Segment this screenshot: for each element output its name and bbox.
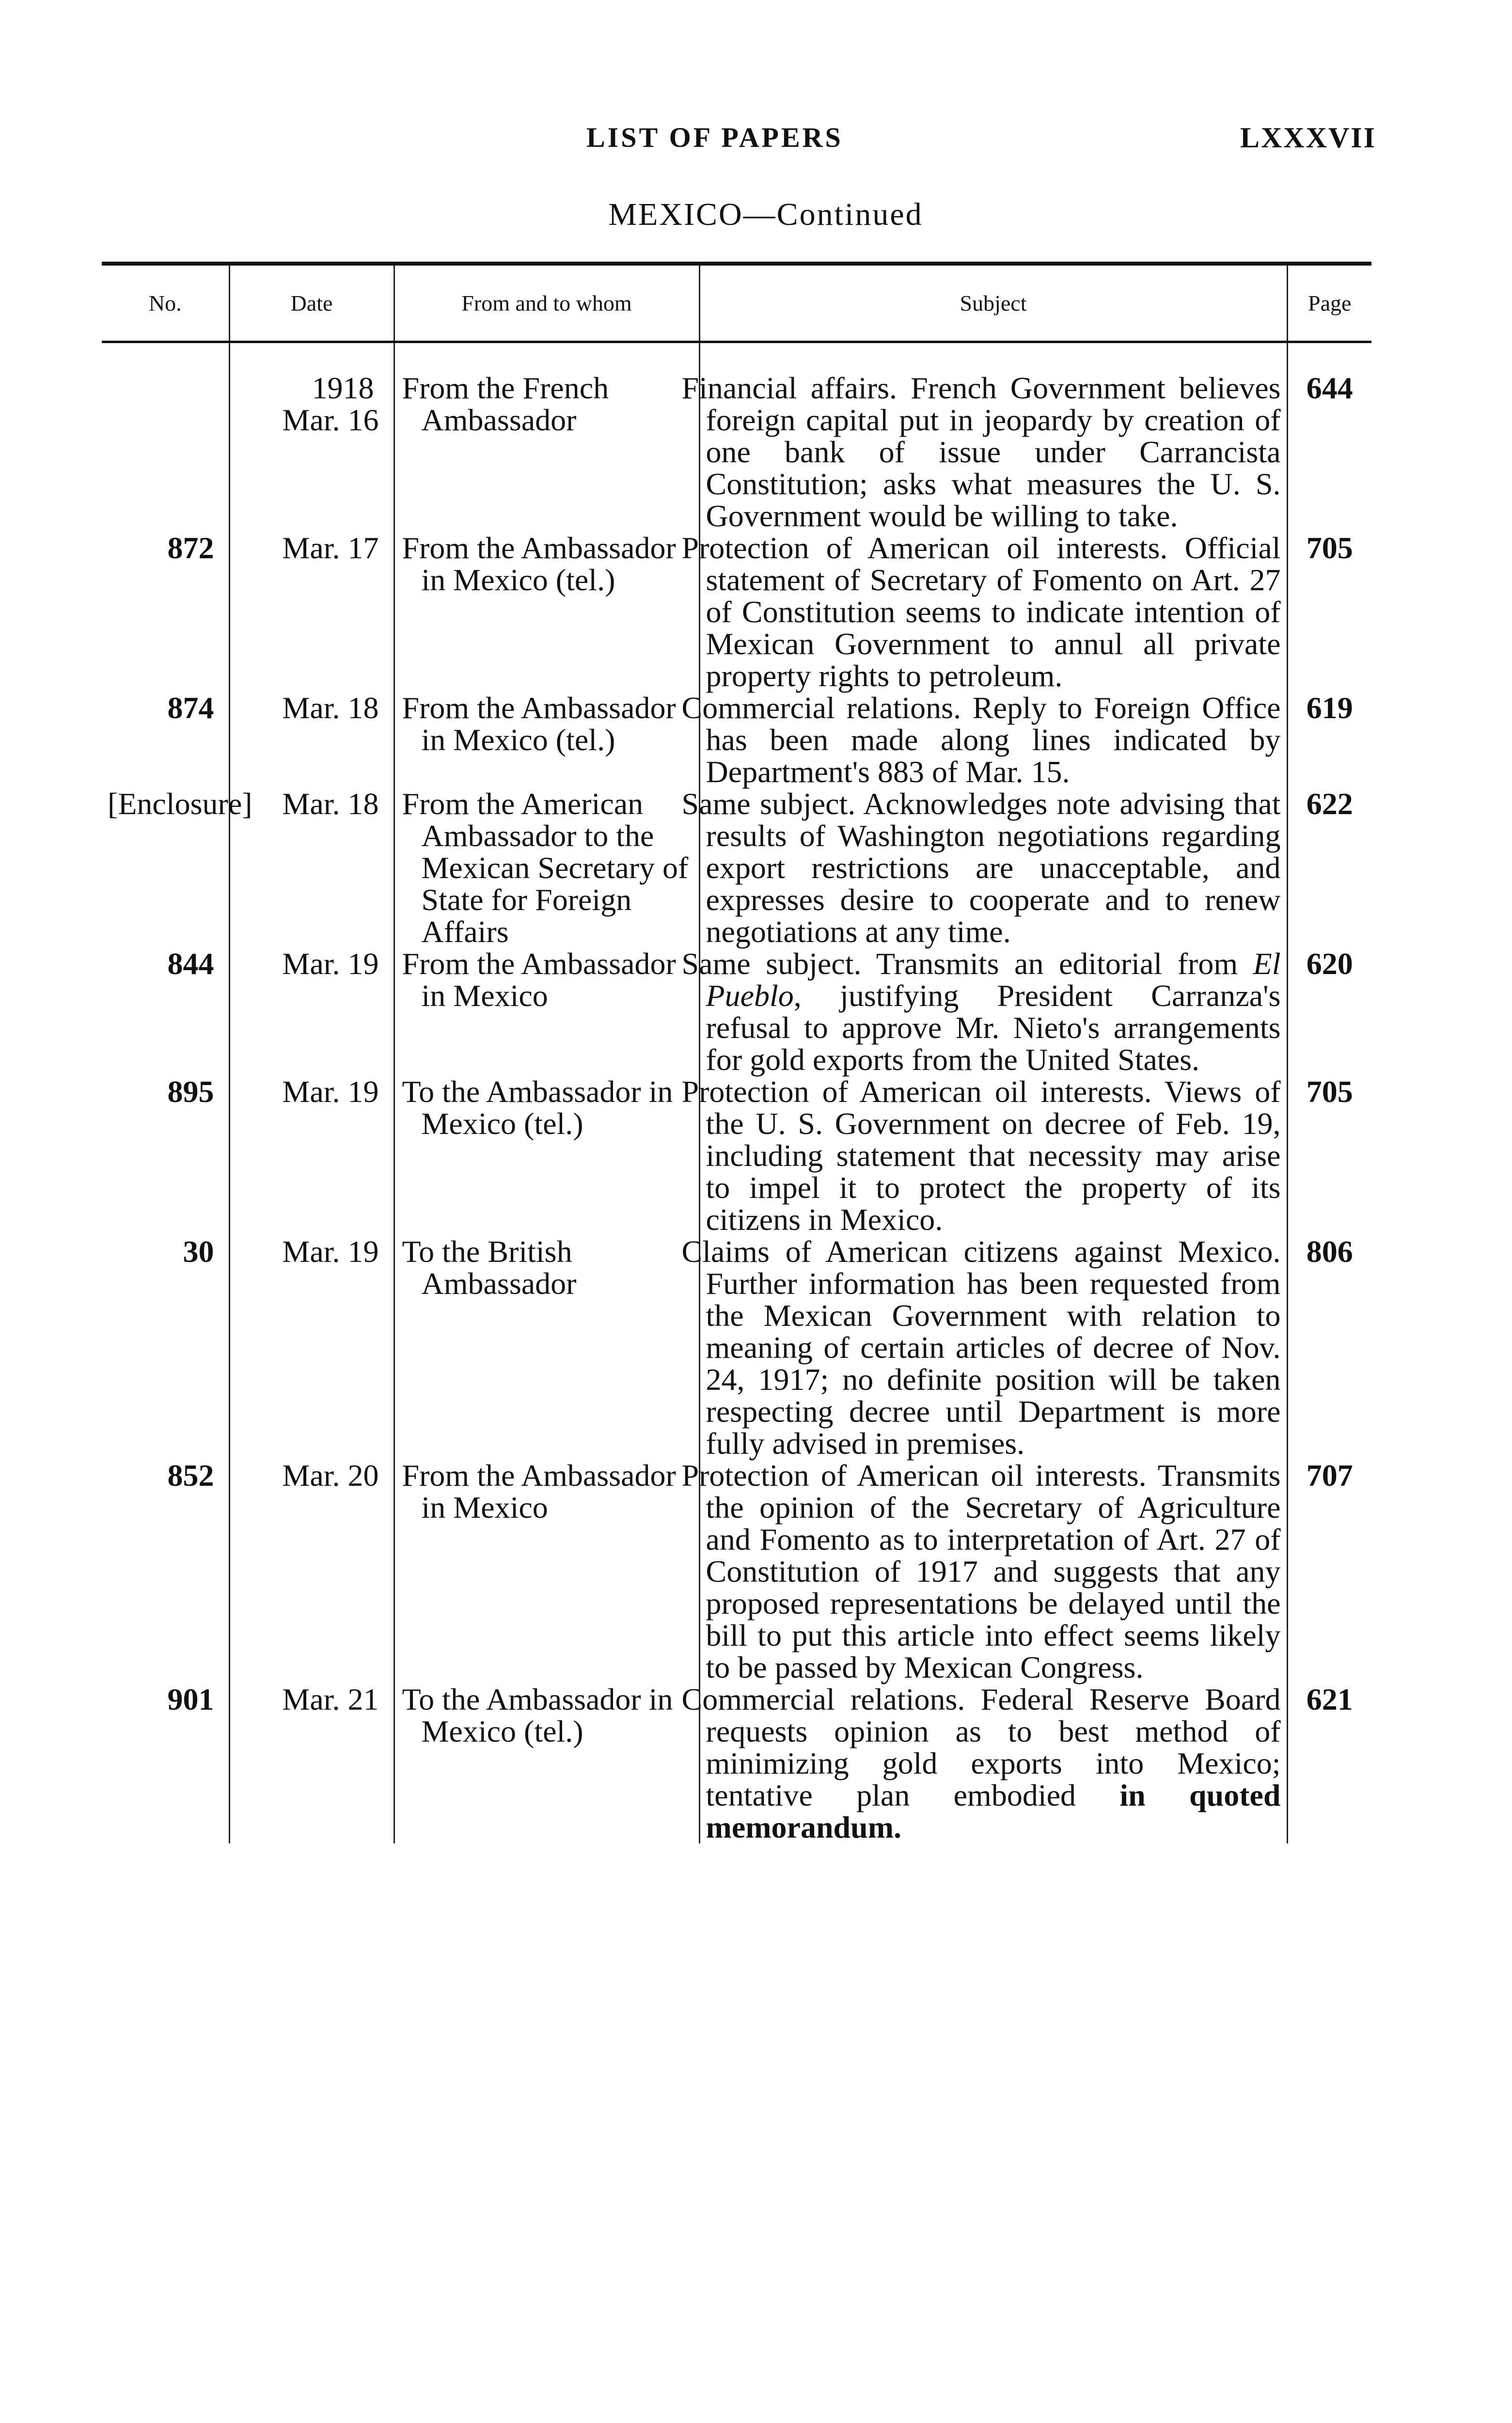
column-header-page: Page <box>1287 264 1371 342</box>
table-row <box>102 1460 1371 1684</box>
entry-from: From the Ambassador in Mexico <box>394 1460 699 1684</box>
entry-from: To the Ambassador in Mexico (tel.) <box>394 1684 699 1843</box>
entry-subject: Protection of American oil interests. Official statement of Secretary of Fomento on Art. 27 of Constitution seems to indicate intention of Mexican Government to annul all private property rights to petroleum. <box>699 532 1287 692</box>
table-row <box>102 1684 1371 1843</box>
entry-date: Mar. 19 <box>229 948 394 1076</box>
entry-from: From the Ambassador in Mexico <box>394 948 699 1076</box>
entry-from: From the Ambassador in Mexico (tel.) <box>394 532 699 692</box>
entry-date: Mar. 21 <box>229 1684 394 1843</box>
table-row <box>102 948 1371 1076</box>
entry-subject <box>681 946 1287 1077</box>
entry-number: 872 <box>167 531 214 565</box>
table-row <box>102 372 1371 532</box>
column-header-subject: Subject <box>699 264 1287 342</box>
entry-subject-part: Commercial relations. Federal Reserve Board requests opinion as to best method of minimizing gold exports into Mexico; tentative plan embodied <box>681 1682 1281 1812</box>
entry-date: Mar. 18 <box>229 692 394 788</box>
entry-subject-part: , justifying President Carranza's refusal to approve Mr. Nieto's arrangements for gold exports from the United States. <box>706 978 1281 1077</box>
entry-from: To the British Ambassador <box>394 1236 699 1460</box>
entry-date <box>229 372 394 532</box>
table-row <box>102 1236 1371 1460</box>
running-head-title: LIST OF PAPERS <box>586 122 843 153</box>
entry-page: 644 <box>1287 372 1371 532</box>
entry-subject-part: Same subject. Transmits an editorial from <box>681 946 1253 981</box>
entry-date-text: Mar. 16 <box>282 403 379 437</box>
entry-number: 901 <box>167 1682 214 1716</box>
entry-page: 619 <box>1287 692 1371 788</box>
entry-page: 705 <box>1287 1076 1371 1236</box>
entry-subject-italic: El Pueblo <box>706 946 1281 1013</box>
entry-subject: Financial affairs. French Government believes foreign capital put in jeopardy by creation of one bank of issue under Carrancista Constitution; asks what measures the U. S. Government would be willing to take. <box>699 372 1287 532</box>
entry-number <box>102 372 229 532</box>
entry-subject: Protection of American oil interests. Transmits the opinion of the Secretary of Agriculture and Fomento as to interpretation of Art. 27 of Constitution of 1917 and suggests that any proposed representations be delayed until the bill to put this article into effect seems likely to be passed by Mexican Congress. <box>699 1460 1287 1684</box>
entry-date: Mar. 17 <box>229 532 394 692</box>
entry-from: From the Ambassador in Mexico (tel.) <box>394 692 699 788</box>
table-header-row <box>102 264 1371 342</box>
section-title <box>0 196 1512 233</box>
entry-subject: Protection of American oil interests. Views of the U. S. Government on decree of Feb. 19, including statement that necessity may arise to impel it to protect the property of its citizens in Mexico. <box>699 1076 1287 1236</box>
table-row <box>102 788 1371 948</box>
entry-date: Mar. 19 <box>229 1236 394 1460</box>
entry-number: 852 <box>167 1458 214 1493</box>
entry-from: To the Ambassador in Mexico (tel.) <box>394 1076 699 1236</box>
running-head <box>0 121 1512 160</box>
entry-subject: Commercial relations. Reply to Foreign Office has been made along lines indicated by Department's 883 of Mar. 15. <box>699 692 1287 788</box>
page-number: LXXXVII <box>1240 122 1376 154</box>
entry-from: From the French Ambassador <box>394 372 699 532</box>
entry-page: 620 <box>1287 948 1371 1076</box>
entry-date: Mar. 19 <box>229 1076 394 1236</box>
section-country: MEXICO <box>608 197 743 232</box>
entry-page: 622 <box>1287 788 1371 948</box>
column-header-date: Date <box>229 264 394 342</box>
column-header-from: From and to whom <box>394 264 699 342</box>
entry-page: 707 <box>1287 1460 1371 1684</box>
entry-subject: Same subject. Acknowledges note advising that results of Washington negotiations regarding export restrictions are unacceptable, and expresses desire to cooperate and to renew negotiations at any time. <box>699 788 1287 948</box>
section-suffix: —Continued <box>743 197 923 232</box>
entry-number: 874 <box>167 691 214 725</box>
table-spacer <box>102 342 1371 373</box>
entry-number: 895 <box>167 1074 214 1109</box>
table-row <box>102 692 1371 788</box>
table-row <box>102 1076 1371 1236</box>
entry-year: 1918 <box>312 371 374 405</box>
entry-number: [Enclosure] <box>108 787 252 821</box>
entry-date: Mar. 20 <box>229 1460 394 1684</box>
entry-subject <box>681 1682 1287 1844</box>
entry-page: 806 <box>1287 1236 1371 1460</box>
entry-number: 844 <box>167 946 214 981</box>
entry-subject: Claims of American citizens against Mexico. Further information has been requested from the Mexican Government with relation to meaning of certain articles of decree of Nov. 24, 1917; no definite position will be taken respecting decree until Department is more fully advised in premises. <box>699 1236 1287 1460</box>
entry-from: From the American Ambassador to the Mexican Secretary of State for Foreign Affairs <box>394 788 699 948</box>
entry-subject-bold: in quoted memorandum. <box>706 1778 1281 1844</box>
papers-table <box>102 262 1371 1843</box>
entry-page: 621 <box>1287 1684 1371 1843</box>
column-header-no: No. <box>102 264 229 342</box>
entry-number: 30 <box>183 1234 214 1269</box>
entry-date: Mar. 18 <box>229 788 394 948</box>
table-row <box>102 532 1371 692</box>
entry-page: 705 <box>1287 532 1371 692</box>
